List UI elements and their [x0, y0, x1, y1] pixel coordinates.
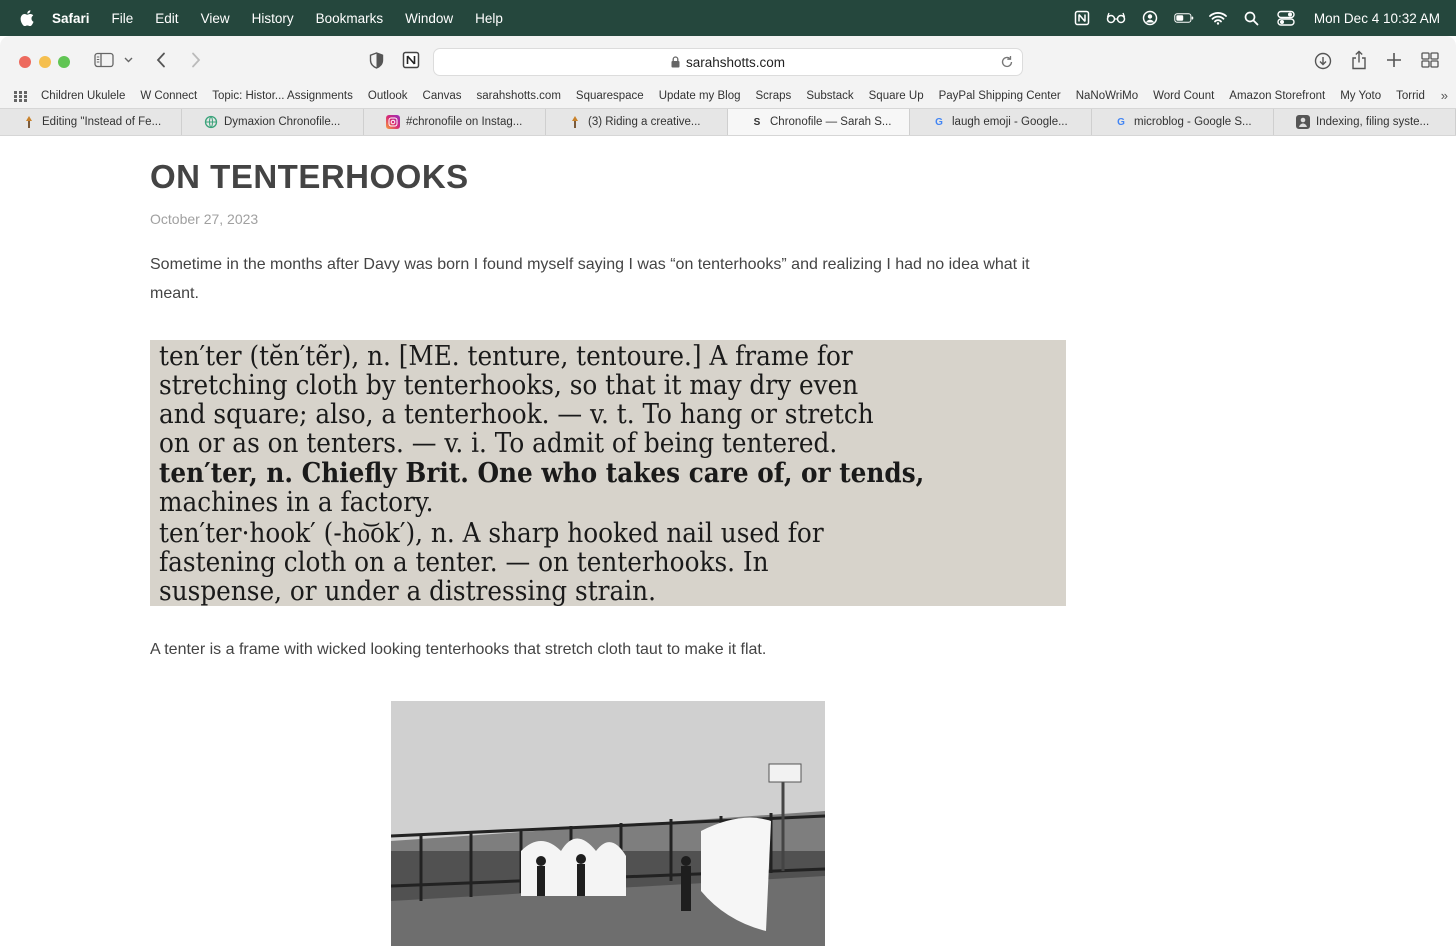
browser-tab[interactable] — [182, 109, 364, 135]
tab-title: Editing "Instead of Fe... — [42, 116, 162, 128]
address-url: sarahshotts.com — [685, 54, 786, 70]
tab-title: Indexing, filing syste... — [1316, 116, 1430, 128]
favorite-link[interactable]: Square Up — [868, 90, 924, 102]
substack-icon — [568, 115, 582, 129]
dictionary-line: ten′ter, n. Chiefly Brit. One who takes care of, or tends, — [159, 457, 925, 489]
article-paragraph: Sometime in the months after Davy was born I found myself saying I was “on tenterhooks” and realizing I had no idea what it meant. — [150, 256, 1030, 302]
forward-button-icon[interactable] — [189, 51, 203, 69]
dictionary-line: and square; also, a tenterhook. — v. t. To hang or stretch — [159, 398, 874, 430]
privacy-shield-icon[interactable] — [367, 51, 385, 69]
share-icon[interactable] — [1350, 49, 1368, 71]
favorite-link[interactable]: Squarespace — [575, 90, 644, 102]
favorites-overflow-icon[interactable]: » — [1440, 88, 1448, 103]
notion-extension-icon[interactable] — [401, 50, 421, 70]
safari-window — [0, 36, 1456, 946]
menu-bookmarks[interactable]: Bookmarks — [315, 10, 384, 26]
article-date: October 27, 2023 — [150, 211, 259, 227]
globe-icon — [204, 115, 218, 129]
favorite-link[interactable]: Topic: Histor... Assignments — [212, 90, 353, 102]
favorite-link[interactable]: Substack — [806, 90, 854, 102]
menu-help[interactable]: Help — [475, 10, 503, 26]
browser-tab[interactable] — [1092, 109, 1274, 135]
apple-menu-icon[interactable] — [18, 9, 36, 27]
favorite-link[interactable]: Children Ukulele — [41, 90, 126, 102]
minimize-window-button[interactable] — [39, 56, 51, 68]
dictionary-line: ten′ter (tĕn′tẽr), n. [ME. tenture, tentoure.] A frame for — [159, 340, 853, 372]
close-window-button[interactable] — [19, 56, 31, 68]
menu-app-safari[interactable]: Safari — [52, 10, 90, 26]
favorite-link[interactable]: NaNoWriMo — [1075, 90, 1139, 102]
web-page-content — [0, 136, 1456, 946]
squarespace-icon: S — [753, 116, 761, 128]
reader-glasses-icon[interactable] — [1106, 8, 1126, 28]
favorite-link[interactable]: Amazon Storefront — [1229, 90, 1326, 102]
instagram-icon — [386, 115, 400, 129]
person-icon — [1296, 115, 1310, 129]
browser-tab[interactable] — [546, 109, 728, 135]
favorite-link[interactable]: PayPal Shipping Center — [938, 90, 1061, 102]
user-account-icon[interactable] — [1140, 8, 1160, 28]
favorites-bar — [0, 84, 1456, 108]
tenter-frame-photo — [391, 701, 825, 946]
sidebar-toggle-icon[interactable] — [93, 51, 115, 69]
tab-bar — [0, 108, 1456, 136]
new-tab-icon[interactable] — [1385, 51, 1403, 69]
tab-title: microblog - Google S... — [1134, 116, 1252, 128]
tab-overview-icon[interactable] — [1420, 51, 1440, 69]
tab-title: Chronofile — Sarah S... — [770, 116, 892, 128]
menu-history[interactable]: History — [251, 10, 294, 26]
lock-icon — [671, 56, 680, 68]
favorite-link[interactable]: W Connect — [140, 90, 198, 102]
control-center-icon[interactable] — [1276, 8, 1296, 28]
dictionary-line: fastening cloth on a tenter. — on tenterhooks. In — [159, 546, 769, 578]
menu-file[interactable]: File — [111, 10, 134, 26]
zoom-window-button[interactable] — [58, 56, 70, 68]
dictionary-line: on or as on tenters. — v. i. To admit of being tentered. — [159, 427, 838, 459]
browser-tab[interactable] — [0, 109, 182, 135]
google-icon: G — [1117, 116, 1125, 128]
dictionary-line: ten′ter·hook′ (-ho͝ok′), n. A sharp hooked nail used for — [159, 517, 824, 549]
dictionary-line: suspense, or under a distressing strain. — [159, 575, 656, 606]
google-icon: G — [935, 116, 943, 128]
downloads-icon[interactable] — [1313, 51, 1333, 71]
reload-icon[interactable] — [1000, 55, 1014, 72]
wifi-icon[interactable] — [1208, 8, 1228, 28]
apps-grid-icon[interactable] — [14, 91, 27, 102]
menu-edit[interactable]: Edit — [155, 10, 179, 26]
favorite-link[interactable]: Outlook — [367, 90, 408, 102]
safari-toolbar — [0, 36, 1456, 84]
menu-window[interactable]: Window — [405, 10, 454, 26]
browser-tab[interactable] — [364, 109, 546, 135]
tab-title: (3) Riding a creative... — [588, 116, 701, 128]
favorite-link[interactable]: Update my Blog — [658, 90, 741, 102]
browser-tab-active[interactable] — [728, 109, 910, 135]
address-bar[interactable] — [433, 48, 1023, 76]
dictionary-line: stretching cloth by tenterhooks, so that it may dry even — [159, 369, 859, 401]
tab-title: #chronofile on Instag... — [406, 116, 523, 128]
menubar-clock[interactable]: Mon Dec 4 10:32 AM — [1313, 10, 1440, 26]
menu-bar — [0, 0, 1456, 36]
menu-view[interactable]: View — [200, 10, 230, 26]
favorite-link[interactable]: sarahshotts.com — [476, 90, 561, 102]
chevron-down-icon[interactable] — [122, 55, 134, 65]
article-title: ON TENTERHOOKS — [150, 158, 469, 195]
article-paragraph: A tenter is a frame with wicked looking tenterhooks that stretch cloth taut to make it flat. — [150, 641, 767, 658]
favorite-link[interactable]: My Yoto — [1340, 90, 1382, 102]
back-button-icon[interactable] — [154, 51, 168, 69]
favorite-link[interactable]: Scraps — [755, 90, 792, 102]
tab-title: laugh emoji - Google... — [952, 116, 1068, 128]
favorite-link[interactable]: Torrid — [1396, 90, 1425, 102]
browser-tab[interactable] — [910, 109, 1092, 135]
dictionary-line: machines in a factory. — [159, 486, 434, 518]
spotlight-search-icon[interactable] — [1242, 8, 1262, 28]
dictionary-entry-image — [150, 340, 1066, 606]
tab-title: Dymaxion Chronofile... — [224, 116, 341, 128]
battery-icon[interactable] — [1174, 8, 1194, 28]
substack-icon — [22, 115, 36, 129]
browser-tab[interactable] — [1274, 109, 1456, 135]
favorite-link[interactable]: Word Count — [1153, 90, 1215, 102]
notion-status-icon[interactable] — [1072, 8, 1092, 28]
favorite-link[interactable]: Canvas — [422, 90, 462, 102]
